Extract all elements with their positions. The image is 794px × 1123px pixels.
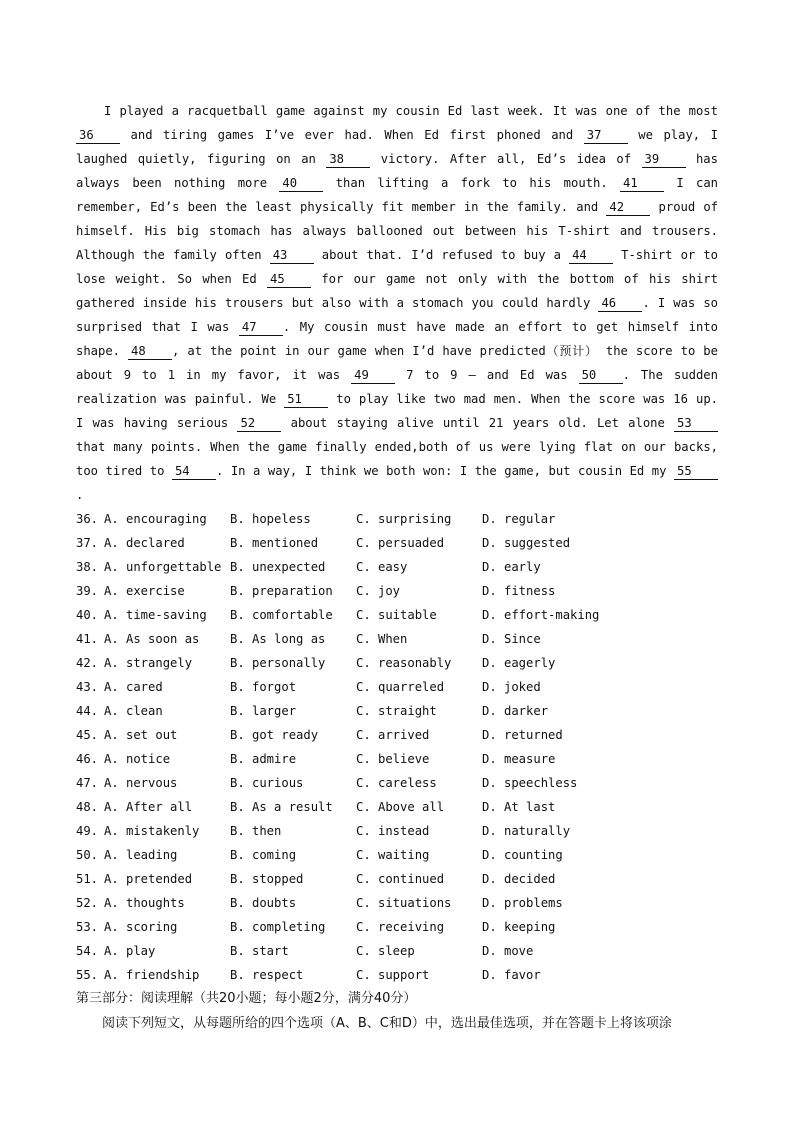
- option-c: C. support: [356, 968, 430, 982]
- blank-54: 54: [172, 464, 216, 480]
- option-a: A. set out: [104, 728, 178, 742]
- question-row: [76, 723, 718, 747]
- question-row: [76, 891, 718, 915]
- question-row: [76, 651, 718, 675]
- passage-text: than lifting a fork to his mouth.: [323, 176, 621, 190]
- blank-39: 39: [642, 152, 686, 168]
- option-b: B. forgot: [230, 680, 297, 694]
- option-c: C. quarreled: [356, 680, 445, 694]
- option-b: B. curious: [230, 776, 304, 790]
- question-number: 40.: [76, 608, 99, 622]
- question-number: 39.: [76, 584, 99, 598]
- option-c: C. waiting: [356, 848, 430, 862]
- passage-text: to play like two mad men. When the score was 16 up. I was having serious: [76, 392, 718, 430]
- passage-text: about that. I’d refused to buy a: [313, 248, 570, 262]
- passage-text: T-shirt or to lose weight. So when Ed: [76, 248, 718, 286]
- option-d: D. Since: [482, 632, 541, 646]
- option-b: B. As long as: [230, 632, 326, 646]
- option-a: A. thoughts: [104, 896, 185, 910]
- option-b: B. stopped: [230, 872, 304, 886]
- passage-text: 7 to 9 — and Ed was: [395, 368, 579, 382]
- passage-text: we play, I laughed quietly, figuring on an: [76, 128, 719, 166]
- option-c: C. continued: [356, 872, 445, 886]
- option-a: A. notice: [104, 752, 171, 766]
- option-a: A. play: [104, 944, 156, 958]
- passage-text: proud of himself. His big stomach has always ballooned out between his T-shirt and trousers. Although the family often: [76, 200, 718, 262]
- option-d: D. joked: [482, 680, 541, 694]
- blank-45: 45: [267, 272, 311, 288]
- option-a: A. friendship: [104, 968, 200, 982]
- blank-53: 53: [674, 416, 718, 432]
- question-number: 50.: [76, 848, 99, 862]
- option-a: A. scoring: [104, 920, 178, 934]
- option-c: C. instead: [356, 824, 430, 838]
- option-a: A. exercise: [104, 584, 185, 598]
- question-row: [76, 915, 718, 939]
- question-number: 52.: [76, 896, 99, 910]
- option-d: D. At last: [482, 800, 556, 814]
- passage-text: I played a racquetball game against my cousin Ed last week. It was one of the most: [104, 104, 718, 118]
- blank-52: 52: [237, 416, 281, 432]
- section-instructions: 阅读下列短文，从每题所给的四个选项（A、B、C和D）中，选出最佳选项，并在答题卡上将该项涂: [102, 1016, 672, 1031]
- option-b: B. personally: [230, 656, 326, 670]
- passage-text: that many points. When the game finally ended,both of us were lying flat on our backs, too tired to: [76, 440, 718, 478]
- option-a: A. declared: [104, 536, 185, 550]
- cloze-passage: [76, 99, 718, 507]
- blank-50: 50: [579, 368, 623, 384]
- option-b: B. unexpected: [230, 560, 326, 574]
- question-row: [76, 963, 718, 987]
- option-a: A. As soon as: [104, 632, 200, 646]
- option-c: C. receiving: [356, 920, 445, 934]
- blank-49: 49: [351, 368, 395, 384]
- option-b: B. hopeless: [230, 512, 311, 526]
- option-c: C. When: [356, 632, 408, 646]
- option-b: B. larger: [230, 704, 297, 718]
- option-a: A. cared: [104, 680, 163, 694]
- passage-text: has always been nothing more: [76, 152, 718, 190]
- option-b: B. preparation: [230, 584, 333, 598]
- option-d: D. keeping: [482, 920, 556, 934]
- option-b: B. respect: [230, 968, 304, 982]
- option-c: C. careless: [356, 776, 437, 790]
- option-b: B. admire: [230, 752, 297, 766]
- passage-text: . In a way, I think we both won: I the game, but cousin Ed my: [215, 464, 674, 478]
- blank-36: 36: [76, 128, 120, 144]
- blank-51: 51: [284, 392, 328, 408]
- option-a: A. leading: [104, 848, 178, 862]
- question-row: [76, 819, 718, 843]
- option-c: C. surprising: [356, 512, 452, 526]
- option-d: D. naturally: [482, 824, 571, 838]
- blank-37: 37: [584, 128, 628, 144]
- passage-text: about staying alive until 21 years old. Let alone: [281, 416, 674, 430]
- question-row: [76, 867, 718, 891]
- option-c: C. joy: [356, 584, 401, 598]
- option-a: A. After all: [104, 800, 193, 814]
- blank-48: 48: [128, 344, 172, 360]
- question-row: [76, 795, 718, 819]
- question-row: [76, 675, 718, 699]
- passage-text: .: [76, 488, 84, 502]
- option-a: A. strangely: [104, 656, 193, 670]
- question-number: 37.: [76, 536, 99, 550]
- option-d: D. move: [482, 944, 534, 958]
- option-b: B. doubts: [230, 896, 297, 910]
- option-b: B. As a result: [230, 800, 333, 814]
- option-b: B. start: [230, 944, 289, 958]
- blank-43: 43: [270, 248, 314, 264]
- options-list: [76, 507, 718, 987]
- option-d: D. decided: [482, 872, 556, 886]
- option-c: C. sleep: [356, 944, 415, 958]
- option-a: A. encouraging: [104, 512, 207, 526]
- option-d: D. measure: [482, 752, 556, 766]
- question-number: 46.: [76, 752, 99, 766]
- option-d: D. returned: [482, 728, 563, 742]
- option-a: A. time-saving: [104, 608, 207, 622]
- option-a: A. clean: [104, 704, 163, 718]
- passage-text: and tiring games I’ve ever had. When Ed first phoned and: [120, 128, 584, 142]
- option-d: D. counting: [482, 848, 563, 862]
- blank-41: 41: [620, 176, 664, 192]
- question-number: 42.: [76, 656, 99, 670]
- option-d: D. early: [482, 560, 541, 574]
- exam-page: [76, 99, 718, 1037]
- passage-text: . The sudden realization was painful. We: [76, 368, 718, 406]
- option-d: D. darker: [482, 704, 549, 718]
- question-number: 45.: [76, 728, 99, 742]
- passage-text: I can remember, Ed’s been the least physically fit member in the family. and: [76, 176, 719, 214]
- blank-44: 44: [569, 248, 613, 264]
- option-b: B. comfortable: [230, 608, 333, 622]
- option-a: A. pretended: [104, 872, 193, 886]
- blank-47: 47: [239, 320, 283, 336]
- section-heading: 第三部分：阅读理解（共20小题；每小题2分，满分40分）: [76, 991, 417, 1006]
- question-number: 38.: [76, 560, 99, 574]
- question-row: [76, 603, 718, 627]
- blank-46: 46: [598, 296, 642, 312]
- blank-40: 40: [279, 176, 323, 192]
- question-row: [76, 555, 718, 579]
- question-row: [76, 771, 718, 795]
- question-number: 53.: [76, 920, 99, 934]
- option-d: D. favor: [482, 968, 541, 982]
- option-b: B. coming: [230, 848, 297, 862]
- question-row: [76, 531, 718, 555]
- blank-55: 55: [674, 464, 718, 480]
- question-row: [76, 699, 718, 723]
- question-number: 48.: [76, 800, 99, 814]
- question-row: [76, 843, 718, 867]
- option-c: C. persuaded: [356, 536, 445, 550]
- option-b: B. completing: [230, 920, 326, 934]
- option-b: B. mentioned: [230, 536, 319, 550]
- option-c: C. arrived: [356, 728, 430, 742]
- option-d: D. eagerly: [482, 656, 556, 670]
- option-d: D. regular: [482, 512, 556, 526]
- option-a: A. mistakenly: [104, 824, 200, 838]
- option-c: C. easy: [356, 560, 408, 574]
- question-number: 41.: [76, 632, 99, 646]
- option-d: D. problems: [482, 896, 563, 910]
- blank-38: 38: [326, 152, 370, 168]
- question-number: 47.: [76, 776, 99, 790]
- option-c: C. believe: [356, 752, 430, 766]
- option-c: C. suitable: [356, 608, 437, 622]
- question-number: 54.: [76, 944, 99, 958]
- question-row: [76, 507, 718, 531]
- option-a: A. unforgettable: [104, 560, 222, 574]
- option-d: D. fitness: [482, 584, 556, 598]
- option-c: C. situations: [356, 896, 452, 910]
- question-number: 55.: [76, 968, 99, 982]
- question-number: 43.: [76, 680, 99, 694]
- option-d: D. effort-making: [482, 608, 600, 622]
- option-d: D. suggested: [482, 536, 571, 550]
- option-b: B. then: [230, 824, 282, 838]
- blank-42: 42: [606, 200, 650, 216]
- question-row: [76, 939, 718, 963]
- passage-text: . I was so surprised that I was: [76, 296, 719, 334]
- question-row: [76, 747, 718, 771]
- question-row: [76, 579, 718, 603]
- question-row: [76, 627, 718, 651]
- option-c: C. straight: [356, 704, 437, 718]
- question-number: 51.: [76, 872, 99, 886]
- option-d: D. speechless: [482, 776, 578, 790]
- passage-text: . My cousin must have made an effort to get himself into shape.: [76, 320, 718, 358]
- option-a: A. nervous: [104, 776, 178, 790]
- passage-text: , at the point in our game when I’d have predicted（预计） the score to be about 9 to 1 in my favor, it was: [76, 344, 718, 382]
- passage-text: victory. After all, Ed’s idea of: [370, 152, 642, 166]
- question-number: 36.: [76, 512, 99, 526]
- question-number: 49.: [76, 824, 99, 838]
- option-b: B. got ready: [230, 728, 319, 742]
- option-c: C. Above all: [356, 800, 445, 814]
- question-number: 44.: [76, 704, 99, 718]
- passage-text: for our game not only with the bottom of his shirt gathered inside his trousers but also with a stomach you could hardly: [76, 272, 718, 310]
- option-c: C. reasonably: [356, 656, 452, 670]
